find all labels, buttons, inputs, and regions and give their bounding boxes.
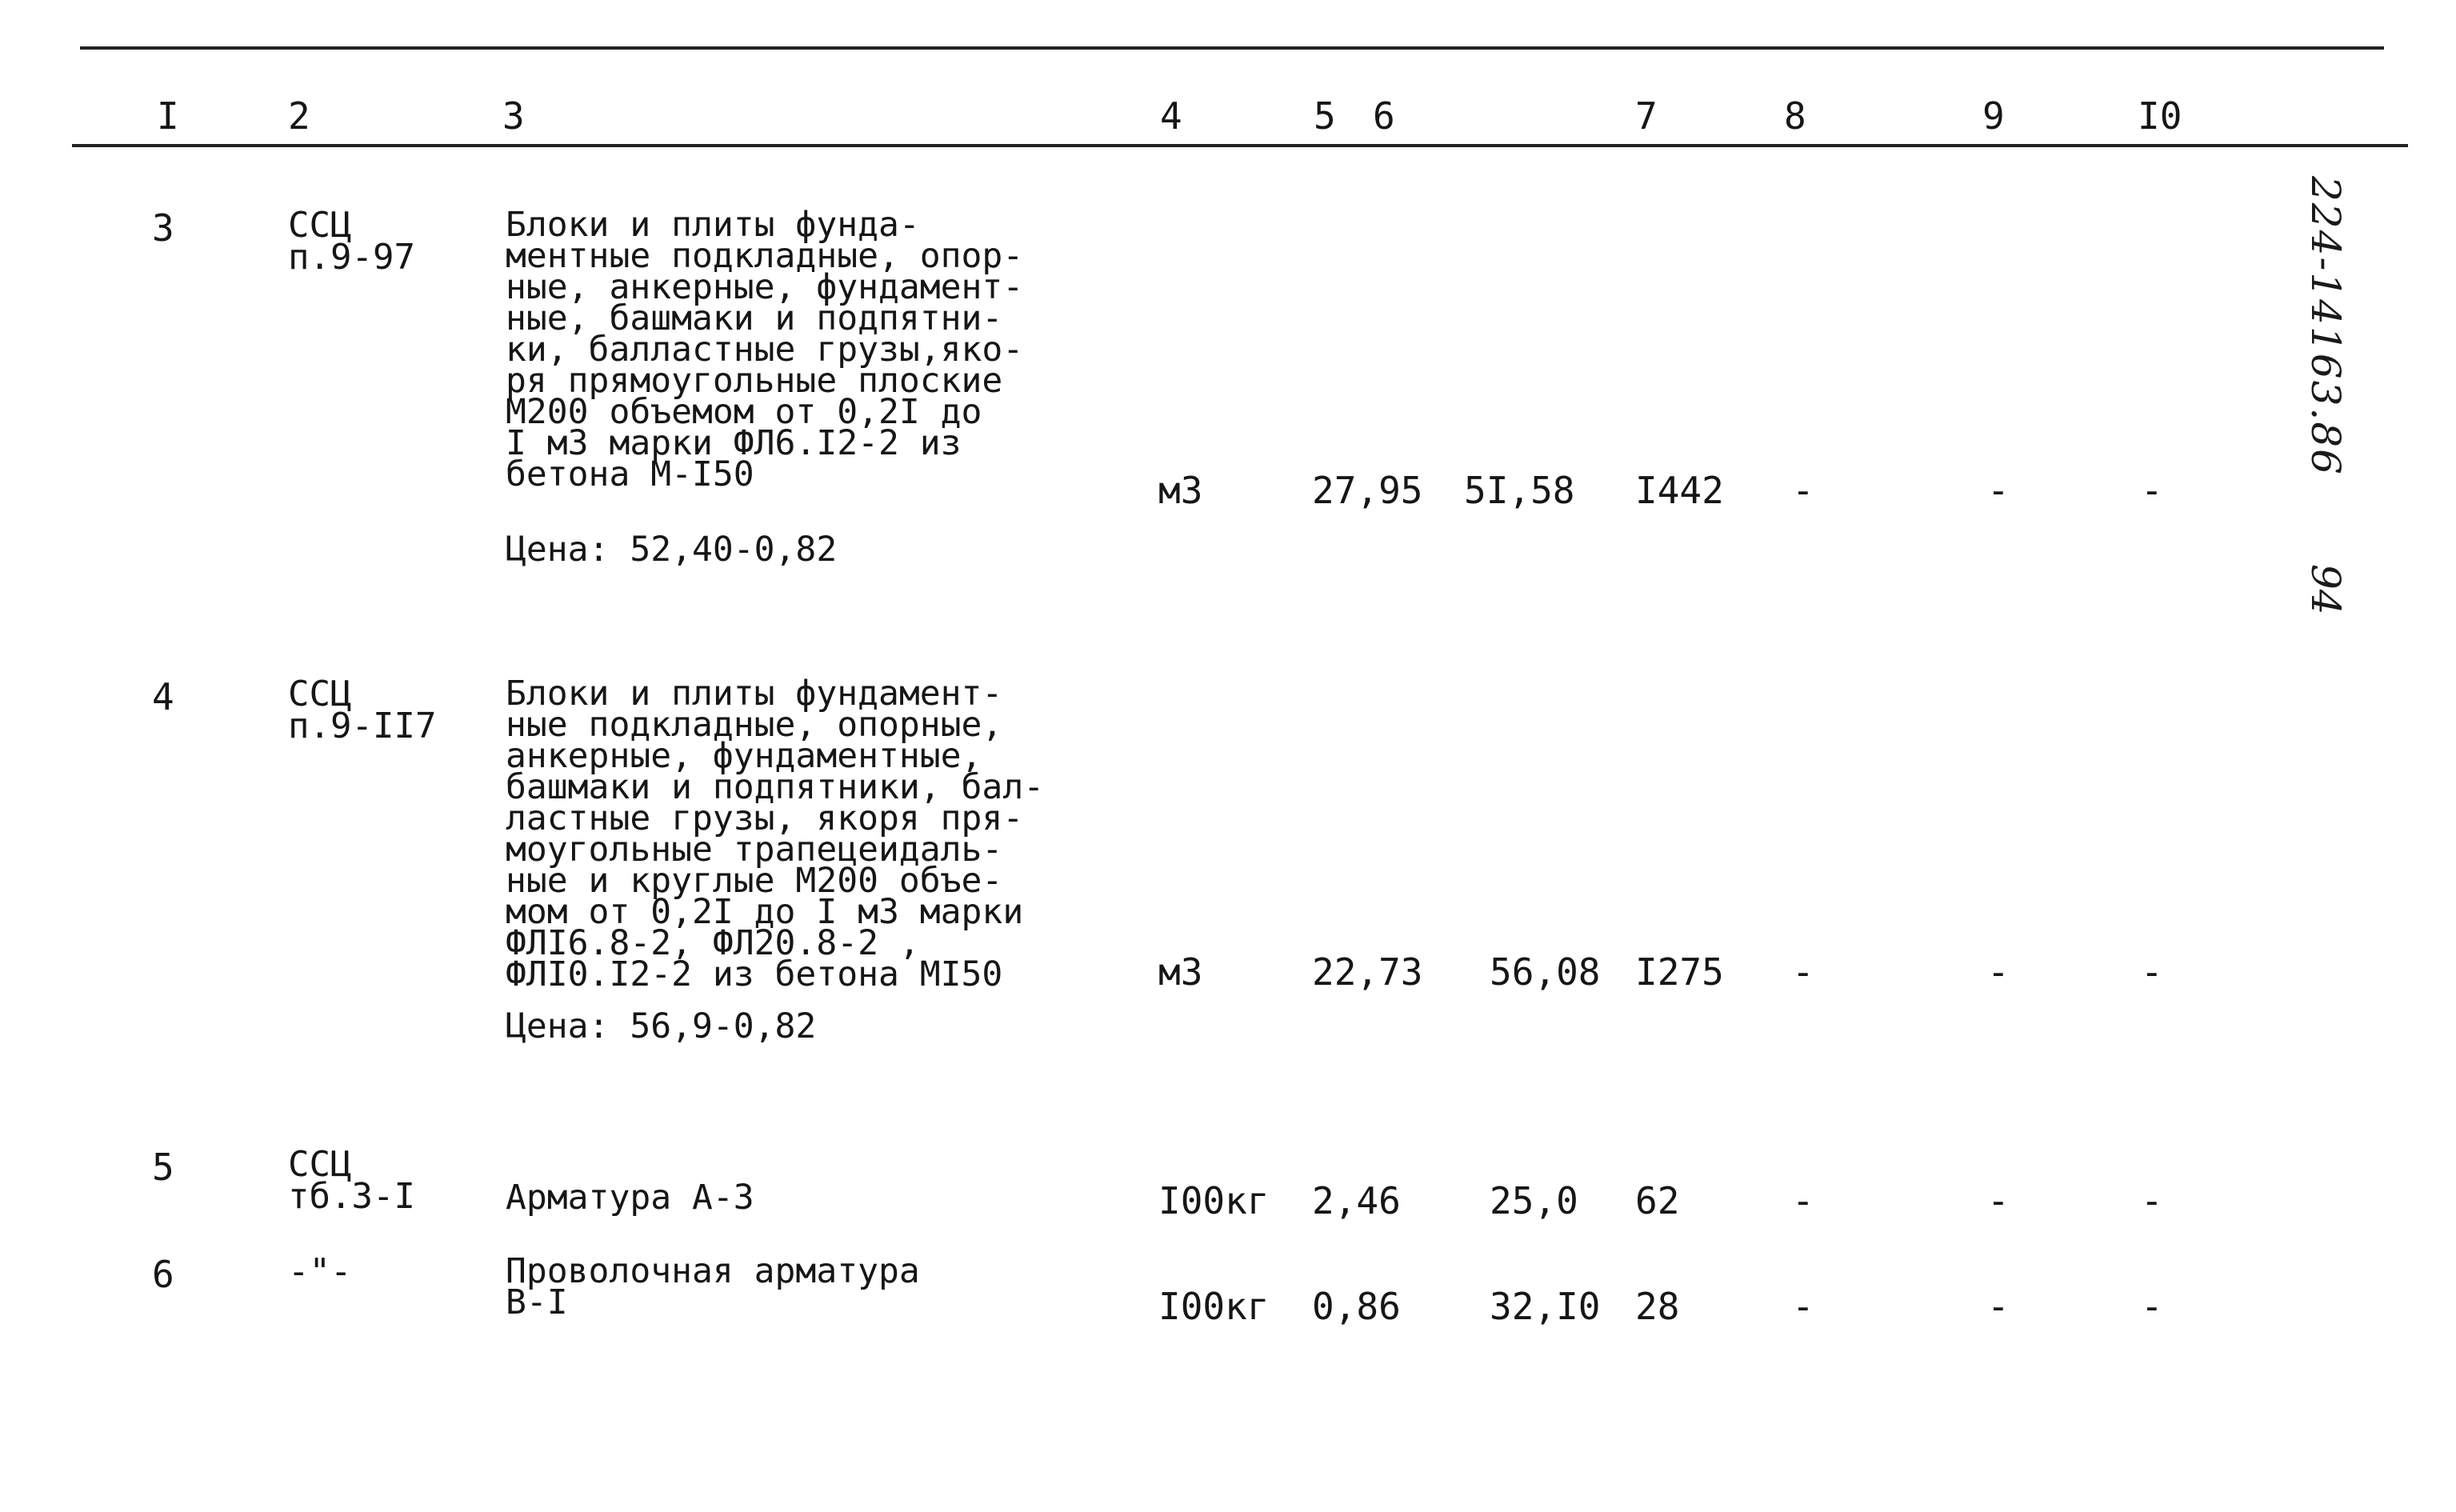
description-line: ные, башмаки и подпятни-: [506, 298, 1003, 338]
description-line: ФЛI0.I2-2 из бетона МI50: [506, 954, 1003, 994]
column-header-3: 3: [502, 94, 525, 138]
value-cell-10: -: [2141, 469, 2163, 512]
value-cell-7: 28: [1635, 1285, 1680, 1328]
description-line: мом от 0,2I до I м3 марки: [506, 892, 1024, 932]
row-number: 3: [152, 206, 174, 250]
price-line: Цена: 56,9-0,82: [506, 1006, 817, 1046]
row-number: 4: [152, 675, 174, 718]
reference-item: тб.3-I: [288, 1176, 415, 1217]
value-cell-5: 27,95: [1312, 469, 1423, 512]
unit-cell: I00кг: [1158, 1285, 1270, 1328]
value-cell-8: -: [1792, 469, 1814, 512]
value-cell-10: -: [2141, 1285, 2163, 1328]
value-cell-9: -: [1987, 1285, 2010, 1328]
column-header-9: 9: [1982, 94, 2005, 138]
description-line: Проволочная арматура: [506, 1251, 920, 1291]
value-cell-6: 56,08: [1490, 950, 1601, 994]
value-cell-7: I275: [1635, 950, 1724, 994]
description-line: ные, анкерные, фундамент-: [506, 267, 1024, 307]
description-line: ФЛI6.8-2, ФЛ20.8-2 ,: [506, 923, 920, 963]
description-line: Блоки и плиты фундамент-: [506, 674, 1003, 714]
description-line: бетона М-I50: [506, 454, 754, 494]
row-number: 5: [152, 1146, 174, 1189]
reference-code: ССЦ: [288, 205, 352, 246]
value-cell-7: I442: [1635, 469, 1724, 512]
value-cell-8: -: [1792, 1285, 1814, 1328]
reference-code: ССЦ: [288, 674, 352, 714]
description-line: I м3 марки ФЛ6.I2-2 из: [506, 423, 962, 463]
reference-item: п.9-97: [288, 237, 415, 278]
margin-doc-number: 224-14163.86: [2302, 176, 2349, 476]
column-header-10: I0: [2138, 94, 2182, 138]
reference-item: п.9-II7: [288, 706, 437, 746]
unit-cell: м3: [1158, 469, 1203, 512]
value-cell-10: -: [2141, 1179, 2163, 1222]
price-line: Цена: 52,40-0,82: [506, 530, 838, 570]
top-rule: [80, 46, 2384, 50]
description-line: анкерные, фундаментные,: [506, 736, 982, 776]
margin-page-number: 94: [2302, 564, 2349, 615]
reference-code: ССЦ: [288, 1144, 352, 1185]
description-line: ментные подкладные, опор-: [506, 236, 1024, 276]
description-line: ные подкладные, опорные,: [506, 705, 1003, 745]
reference-ditto: -"-: [288, 1251, 352, 1292]
description-line: ные и круглые М200 объе-: [506, 861, 1003, 901]
column-header-2: 2: [288, 94, 310, 138]
description-line: М200 объемом от 0,2I до: [506, 392, 982, 432]
column-header-6: 6: [1373, 94, 1395, 138]
description-line: ки, балластные грузы,яко-: [506, 330, 1024, 370]
description-line: моугольные трапецеидаль-: [506, 830, 1003, 870]
value-cell-10: -: [2141, 950, 2163, 994]
value-cell-9: -: [1987, 950, 2010, 994]
value-cell-8: -: [1792, 1179, 1814, 1222]
value-cell-8: -: [1792, 950, 1814, 994]
column-header-5: 5: [1314, 94, 1336, 138]
value-cell-9: -: [1987, 469, 2010, 512]
description-line: В-I: [506, 1282, 568, 1322]
row-number: 6: [152, 1253, 174, 1296]
value-cell-6: 32,I0: [1490, 1285, 1601, 1328]
description-line: ря прямоугольные плоские: [506, 361, 1003, 401]
value-cell-7: 62: [1635, 1179, 1680, 1222]
description-line: Арматура А-3: [506, 1178, 754, 1218]
unit-cell: I00кг: [1158, 1179, 1270, 1222]
description-line: Блоки и плиты фунда-: [506, 205, 920, 245]
column-header-4: 4: [1160, 94, 1182, 138]
column-header-8: 8: [1784, 94, 1806, 138]
value-cell-6: 25,0: [1490, 1179, 1578, 1222]
column-header-1: I: [157, 94, 179, 138]
description-line: башмаки и подпятники, бал-: [506, 767, 1045, 807]
unit-cell: м3: [1158, 950, 1203, 994]
value-cell-9: -: [1987, 1179, 2010, 1222]
value-cell-5: 0,86: [1312, 1285, 1401, 1328]
description-line: ластные грузы, якоря пря-: [506, 798, 1024, 838]
value-cell-5: 22,73: [1312, 950, 1423, 994]
value-cell-6: 5I,58: [1464, 469, 1575, 512]
header-rule: [72, 144, 2408, 147]
column-header-7: 7: [1635, 94, 1658, 138]
value-cell-5: 2,46: [1312, 1179, 1401, 1222]
